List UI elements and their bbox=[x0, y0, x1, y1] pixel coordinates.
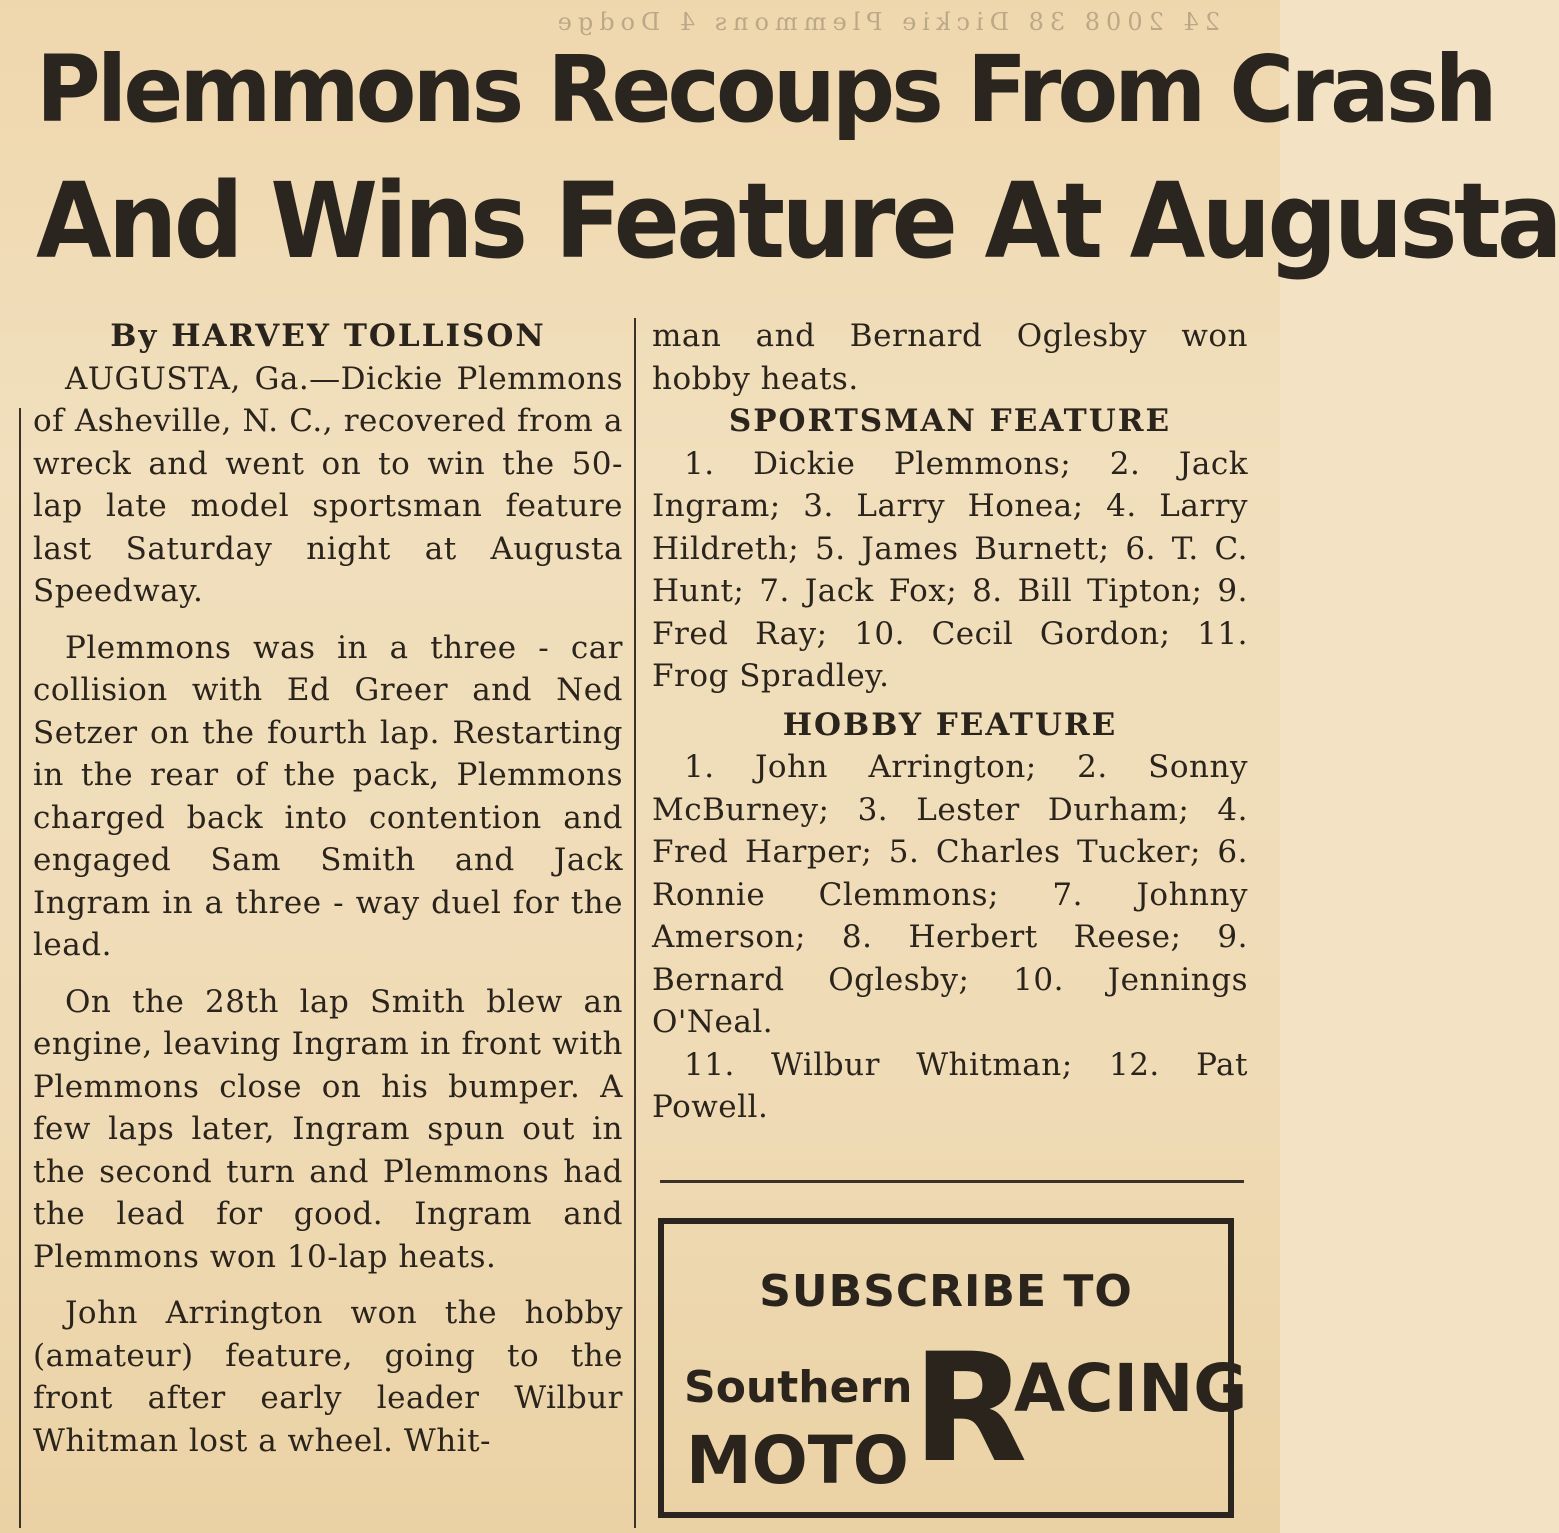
subscription-ad bbox=[658, 1218, 1248, 1518]
hobby-results-continued: 11. Wilbur Whitman; 12. Pat Powell. bbox=[652, 1046, 1248, 1125]
section-rule bbox=[660, 1180, 1244, 1183]
hobby-heading: HOBBY FEATURE bbox=[782, 706, 1118, 743]
byline: By HARVEY TOLLISON bbox=[110, 318, 546, 354]
hobby-results: 1. John Arrington; 2. Sonny McBurney; 3. Lester Durham; 4. Fred Harper; 5. Charles Tucker; 6. Ronnie Clemmons; 7. Johnny Amerson; 8. Herbert Reese; 9. Bernard Oglesby; 10. Jennings O'Neal. bbox=[652, 749, 1248, 1040]
left-border-rule bbox=[19, 408, 21, 1528]
article-paragraph-2: Plemmons was in a three - car collision with Ed Greer and Ned Setzer on the fourth lap. Restarting in the rear of the pack, Plemmons charged back into contention and engaged Sam Smith and Jack Ingram in a three - way duel for the lead. bbox=[33, 629, 623, 963]
ad-moto-text: MOTO bbox=[686, 1422, 909, 1499]
sportsman-results: 1. Dickie Plemmons; 2. Jack Ingram; 3. Larry Honea; 4. Larry Hildreth; 5. James Burnett; 6. T. C. Hunt; 7. Jack Fox; 8. Bill Tipton; 9. Fred Ray; 10. Cecil Gordon; 11. Frog Spradley. bbox=[652, 445, 1248, 694]
column-divider bbox=[634, 318, 636, 1528]
article-column-left bbox=[33, 315, 623, 1462]
sportsman-heading: SPORTSMAN FEATURE bbox=[728, 403, 1172, 439]
ad-acing-text: ACING bbox=[1014, 1350, 1248, 1427]
ad-subscribe-text: SUBSCRIBE TO bbox=[759, 1266, 1133, 1317]
ad-southern-text: Southern bbox=[684, 1362, 913, 1413]
article-paragraph-4: John Arrington won the hobby (amateur) feature, going to the front after early leader Wilbur Whitman lost a wheel. Whit- bbox=[33, 1295, 623, 1459]
headline-line-2: And Wins Feature At Augusta bbox=[36, 160, 1559, 282]
headline-line-1: Plemmons Recoups From Crash bbox=[36, 36, 1494, 143]
ad-logo-r: R bbox=[912, 1322, 1028, 1496]
article-paragraph-3: On the 28th lap Smith blew an engine, leaving Ingram in front with Plemmons close on his bumper. A few laps later, Ingram spun out in the second turn and Plemmons had the lead for good. Ingram and Plemmons won 10-lap heats. bbox=[33, 983, 623, 1275]
bleed-through-text: 24 2008 38 Dickie Plemmons 4 Dodge bbox=[551, 8, 1220, 36]
article-column-right bbox=[652, 315, 1248, 1129]
article-paragraph-1: AUGUSTA, Ga.—Dickie Plemmons of Asheville, N. C., recovered from a wreck and went on to win the 50-lap late model sportsman feature last Saturday night at Augusta Speedway. bbox=[33, 360, 623, 609]
article-paragraph-5: man and Bernard Oglesby won hobby heats. bbox=[652, 318, 1248, 397]
